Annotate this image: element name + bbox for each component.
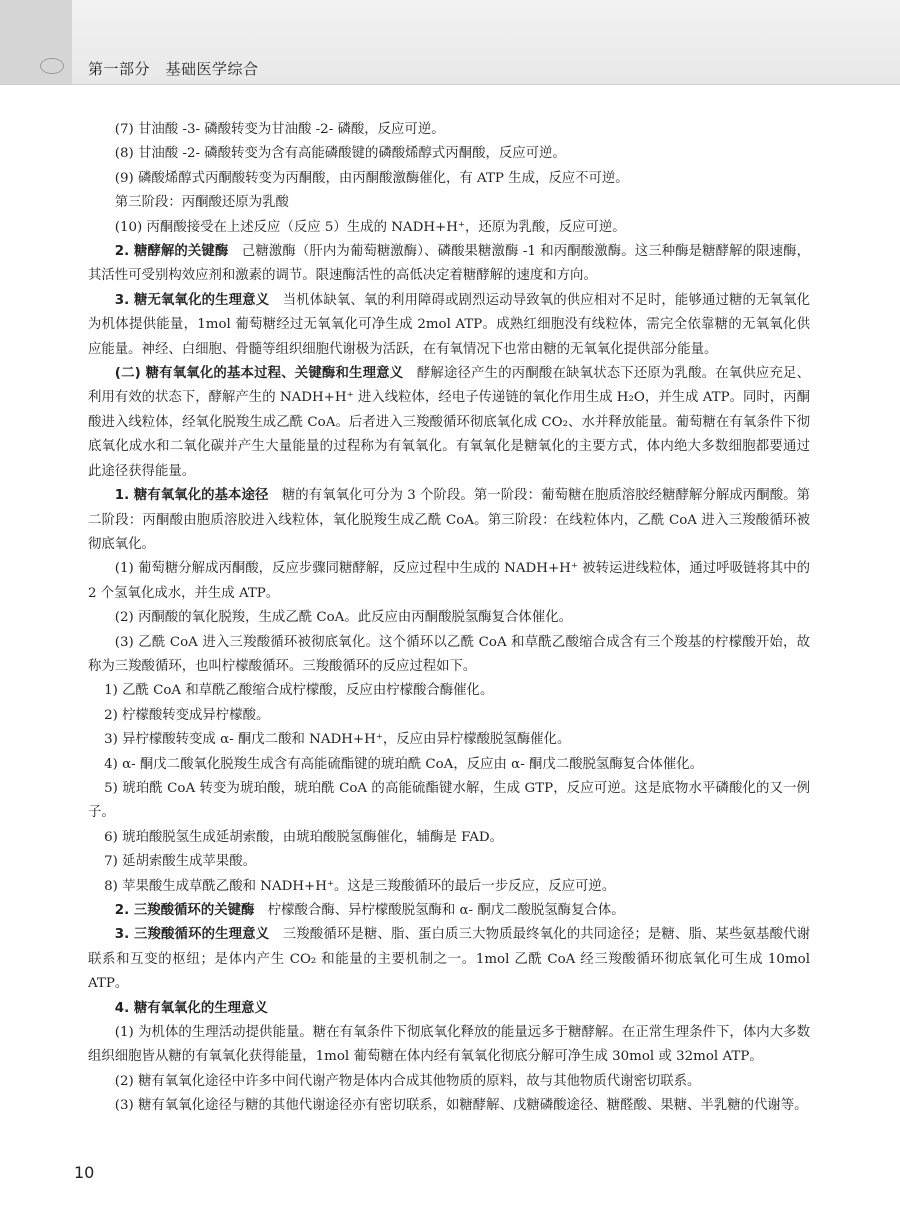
page-body — [88, 118, 810, 1119]
paragraph — [88, 923, 810, 996]
paragraph-text: 三羧酸循环是糖、脂、蛋白质三大物质最终氧化的共同途径；是糖、脂、某些氨基酸代谢联系和互变的枢纽；是体内产生 CO₂ 和能量的主要机制之一。1mol 乙酰 CoA 经三羧酸循环彻底氧化可生成 10mol ATP。 — [88, 927, 811, 992]
paragraph-text: 当机体缺氧、氧的利用障碍或剧烈运动导致氧的供应相对不足时，能够通过糖的无氧氧化为机体提供能量，1mol 葡萄糖经过无氧氧化可净生成 2mol ATP。成熟红细胞没有线粒体，需完全依靠糖的无氧氧化供应能量。神经、白细胞、骨髓等组织细胞代谢极为活跃，在有氧情况下也常由糖的无氧氧化提供部分能量。 — [88, 292, 811, 357]
paragraph: (9) 磷酸烯醇式丙酮酸转变为丙酮酸，由丙酮酸激酶催化，有 ATP 生成，反应不可逆。 — [114, 170, 629, 186]
page-header — [0, 0, 900, 85]
paragraph: (8) 甘油酸 -2- 磷酸转变为含有高能磷酸键的磷酸烯醇式丙酮酸，反应可逆。 — [114, 146, 566, 162]
paragraph: (7) 甘油酸 -3- 磷酸转变为甘油酸 -2- 磷酸，反应可逆。 — [114, 122, 445, 137]
cycle-step: 2) 柠檬酸转变成异柠檬酸。 — [104, 707, 270, 723]
paragraph — [88, 289, 810, 362]
paragraph-text: 糖的有氧氧化可分为 3 个阶段。第一阶段：葡萄糖在胞质溶胶经糖酵解分解成丙酮酸。第二阶段：丙酮酸由胞质溶胶进入线粒体，氧化脱羧生成乙酰 CoA。第三阶段：在线粒体内，乙酰 CoA 进入三羧酸循环被彻底氧化。 — [88, 488, 810, 552]
paragraph: (10) 丙酮酸接受在上述反应（反应 5）生成的 NADH+H⁺，还原为乳酸，反应可逆。 — [114, 219, 626, 235]
paragraph: (3) 糖有氧氧化途径与糖的其他代谢途径亦有密切联系，如糖酵解、戊糖磷酸途径、糖醛酸、果糖、半乳糖的代谢等。 — [114, 1098, 808, 1114]
paragraph — [88, 899, 810, 923]
paragraph-text: 柠檬酸合酶、异柠檬酸脱氢酶和 α- 酮戊二酸脱氢酶复合体。 — [267, 903, 625, 918]
paragraph — [88, 997, 810, 1021]
subheading: 2. 糖酵解的关键酶 — [114, 244, 229, 260]
subheading: 3. 三羧酸循环的生理意义 — [114, 927, 270, 943]
cycle-step: 3) 异柠檬酸转变成 α- 酮戊二酸和 NADH+H⁺，反应由异柠檬酸脱氢酶催化。 — [104, 732, 571, 748]
page-number: 10 — [74, 1163, 95, 1182]
paragraph-text: 酵解途径产生的丙酮酸在缺氧状态下还原为乳酸。在氧供应充足、利用有效的状态下，酵解产生的 NADH+H⁺ 进入线粒体，经电子传递链的氧化作用生成 H₂O，并生成 ATP。同时，丙酮酸进入线粒体，经氧化脱羧生成乙酰 CoA。后者进入三羧酸循环彻底氧化成 CO₂、水并释放能量。葡萄糖在有氧条件下彻底氧化成水和二氧化碳并产生大量能量的过程称为有氧氧化。有氧氧化是糖氧化的主要方式，体内绝大多数细胞都要通过此途径获得能量。 — [88, 366, 810, 479]
paragraph: (1) 为机体的生理活动提供能量。糖在有氧条件下彻底氧化释放的能量远多于糖酵解。在正常生理条件下，体内大多数组织细胞皆从糖的有氧氧化获得能量，1mol 葡萄糖在体内经有氧氧化彻底分解可净生成 30mol 或 32mol ATP。 — [88, 1025, 810, 1065]
section-title: 第一部分 基础医学综合 — [88, 60, 259, 78]
cycle-step: 8) 苹果酸生成草酰乙酸和 NADH+H⁺。这是三羧酸循环的最后一步反应，反应可逆。 — [104, 878, 616, 894]
paragraph: (2) 糖有氧氧化途径中许多中间代谢产物是体内合成其他物质的原料，故与其他物质代谢密切联系。 — [114, 1073, 701, 1089]
subheading: 1. 糖有氧氧化的基本途径 — [114, 488, 269, 504]
paragraph — [88, 362, 810, 484]
cycle-step: 1) 乙酰 CoA 和草酰乙酸缩合成柠檬酸，反应由柠檬酸合酶催化。 — [104, 683, 494, 699]
paragraph: (3) 乙酰 CoA 进入三羧酸循环被彻底氧化。这个循环以乙酰 CoA 和草酰乙酸缩合成含有三个羧基的柠檬酸开始，故称为三羧酸循环，也叫柠檬酸循环。三羧酸循环的反应过程如下。 — [88, 634, 810, 674]
subheading: 3. 糖无氧氧化的生理意义 — [114, 292, 270, 308]
paragraph — [88, 240, 810, 289]
paragraph: (1) 葡萄糖分解成丙酮酸，反应步骤同糖酵解，反应过程中生成的 NADH+H⁺ 被转运进线粒体，通过呼吸链将其中的 2 个氢氧化成水，并生成 ATP。 — [88, 561, 810, 601]
cycle-step: 4) α- 酮戊二酸氧化脱羧生成含有高能硫酯键的琥珀酰 CoA，反应由 α- 酮戊二酸脱氢酶复合体催化。 — [104, 756, 704, 772]
cycle-step: 5) 琥珀酰 CoA 转变为琥珀酸，琥珀酰 CoA 的高能硫酯键水解，生成 GTP，反应可逆。这是底物水平磷酸化的又一例子。 — [88, 780, 810, 821]
paragraph — [88, 484, 810, 557]
header-tab — [0, 0, 72, 84]
cycle-step: 6) 琥珀酸脱氢生成延胡索酸，由琥珀酸脱氢酶催化，辅酶是 FAD。 — [104, 829, 504, 845]
subheading: 2. 三羧酸循环的关键酶 — [114, 903, 255, 918]
cycle-step: 7) 延胡索酸生成苹果酸。 — [104, 854, 256, 870]
section-heading: (二) 糖有氧氧化的基本过程、关键酶和生理意义 — [114, 366, 404, 382]
paragraph: 第三阶段：丙酮酸还原为乳酸 — [114, 195, 289, 211]
paragraph-text: 己糖激酶（肝内为葡萄糖激酶）、磷酸果糖激酶 -1 和丙酮酸激酶。这三种酶是糖酵解的限速酶，其活性可受别构效应剂和激素的调节。限速酶活性的高低决定着糖酵解的速度和方向。 — [88, 244, 810, 284]
subheading: 4. 糖有氧氧化的生理意义 — [114, 1000, 268, 1016]
publisher-logo-icon — [40, 58, 64, 74]
paragraph: (2) 丙酮酸的氧化脱羧，生成乙酰 CoA。此反应由丙酮酸脱氢酶复合体催化。 — [114, 610, 572, 626]
